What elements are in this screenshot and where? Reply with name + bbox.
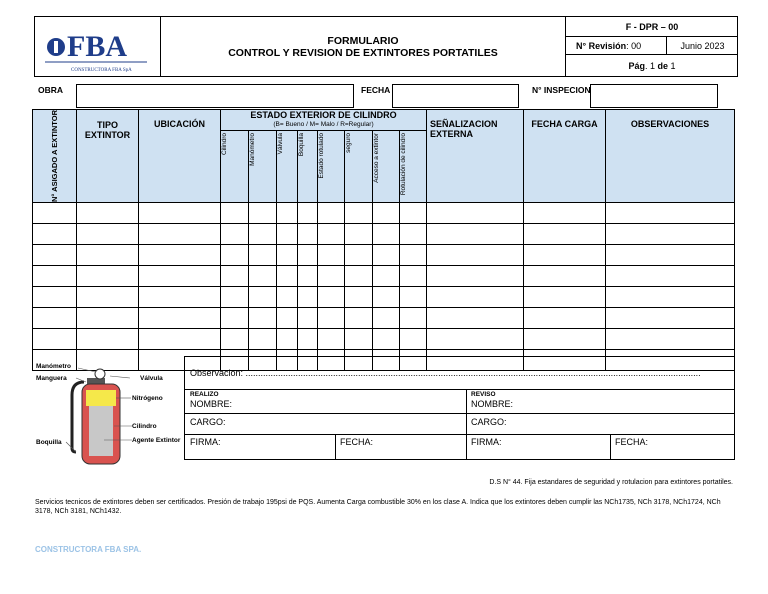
table-cell[interactable] (298, 287, 318, 308)
table-cell[interactable] (221, 266, 249, 287)
reviso-label: REVISO (471, 391, 496, 398)
table-cell[interactable] (139, 224, 221, 245)
table-cell[interactable] (606, 266, 735, 287)
title-line-1: FORMULARIO (327, 34, 399, 47)
subcol-valvula: Válvula (277, 131, 298, 203)
table-cell[interactable] (318, 287, 345, 308)
table-cell[interactable] (33, 245, 77, 266)
table-cell[interactable] (298, 266, 318, 287)
table-cell[interactable] (298, 224, 318, 245)
table-cell[interactable] (373, 266, 400, 287)
label-boquilla: Boquilla (36, 439, 62, 446)
table-cell[interactable] (33, 308, 77, 329)
table-cell[interactable] (277, 203, 298, 224)
ds-note: D.S N° 44. Fija estandares de seguridad y rotulacion para extintores portatiles. (489, 479, 733, 486)
table-row (33, 287, 735, 308)
table-cell[interactable] (400, 329, 427, 350)
table-cell[interactable] (77, 224, 139, 245)
company-logo (35, 17, 161, 76)
realizo-fecha[interactable]: FECHA: (340, 437, 374, 447)
realizo-label: REALIZO (190, 391, 219, 398)
table-cell[interactable] (318, 329, 345, 350)
table-cell[interactable] (139, 329, 221, 350)
subcol-boquilla: Boquilla (298, 131, 318, 203)
page-of: de (657, 60, 669, 71)
obra-field[interactable] (76, 84, 354, 108)
table-cell[interactable] (606, 308, 735, 329)
extinguisher-icon (72, 369, 120, 464)
col-senalizacion: SEÑALIZACION EXTERNA (427, 110, 524, 203)
table-cell[interactable] (427, 308, 524, 329)
table-cell[interactable] (524, 266, 606, 287)
col-estado-sub: (B= Bueno / M= Malo / R=Regular) (273, 121, 374, 128)
table-cell[interactable] (373, 287, 400, 308)
table-cell[interactable] (524, 203, 606, 224)
table-cell[interactable] (345, 329, 373, 350)
observacion-field[interactable]: Observacion: ...................................................................................................................................................................................... (190, 368, 701, 378)
table-row (33, 266, 735, 287)
page-total: 1 (670, 60, 676, 71)
table-cell[interactable] (373, 203, 400, 224)
extinguisher-table (32, 109, 735, 371)
label-manometro: Manómetro (36, 363, 72, 370)
realizo-nombre[interactable]: NOMBRE: (190, 399, 233, 409)
extinguisher-diagram (34, 360, 192, 468)
table-cell[interactable] (524, 308, 606, 329)
form-title (161, 17, 565, 76)
subcol-seguro: seguro (345, 131, 373, 203)
inspeccion-field[interactable] (590, 84, 718, 108)
table-cell[interactable] (33, 203, 77, 224)
form-meta (565, 17, 738, 76)
table-cell[interactable] (400, 203, 427, 224)
table-cell[interactable] (400, 266, 427, 287)
label-manguera: Manguera (36, 375, 67, 382)
table-cell[interactable] (345, 203, 373, 224)
table-cell[interactable] (77, 329, 139, 350)
table-cell[interactable] (221, 203, 249, 224)
col-tipo: TIPO EXTINTOR (77, 110, 139, 203)
inspeccion-label: N° INSPECION (532, 85, 591, 95)
table-row (33, 329, 735, 350)
table-cell[interactable] (277, 287, 298, 308)
subcol-estado-rotulado: Estado rotulado (318, 131, 345, 203)
table-cell[interactable] (400, 308, 427, 329)
fecha-label: FECHA (361, 85, 391, 95)
table-cell[interactable] (427, 224, 524, 245)
reviso-fecha[interactable]: FECHA: (615, 437, 649, 447)
table-cell[interactable] (33, 224, 77, 245)
reviso-firma[interactable]: FIRMA: (471, 437, 502, 447)
table-cell[interactable] (139, 308, 221, 329)
reviso-nombre[interactable]: NOMBRE: (471, 399, 514, 409)
page-value: . 1 (644, 60, 655, 71)
table-row (33, 224, 735, 245)
signature-box (184, 356, 735, 460)
services-note: Servicios tecnicos de extintores deben ser certificados. Presión de trabajo 195psi de PQS. Aumenta Carga combustible 30% en los clase A. Indica que los extintores deben cumplir las NCh1735, NCh 3178, NCh1724, NCh 3178, NCh 3181, NCh1432. (35, 499, 721, 515)
table-cell[interactable] (277, 224, 298, 245)
table-cell[interactable] (277, 329, 298, 350)
col-estado-title: ESTADO EXTERIOR DE CILINDRO (250, 110, 397, 120)
table-cell[interactable] (77, 266, 139, 287)
table-cell[interactable] (318, 245, 345, 266)
table-cell[interactable] (298, 329, 318, 350)
table-cell[interactable] (427, 203, 524, 224)
table-cell[interactable] (77, 203, 139, 224)
table-cell[interactable] (77, 245, 139, 266)
form-header (34, 16, 738, 77)
table-cell[interactable] (345, 308, 373, 329)
table-cell[interactable] (298, 245, 318, 266)
table-cell[interactable] (373, 329, 400, 350)
table-cell[interactable] (427, 245, 524, 266)
table-cell[interactable] (221, 245, 249, 266)
table-cell[interactable] (524, 245, 606, 266)
table-cell[interactable] (400, 287, 427, 308)
table-row (33, 308, 735, 329)
table-cell[interactable] (249, 266, 277, 287)
table-cell[interactable] (606, 245, 735, 266)
table-cell[interactable] (345, 224, 373, 245)
table-cell[interactable] (373, 224, 400, 245)
table-cell[interactable] (298, 203, 318, 224)
table-cell[interactable] (33, 287, 77, 308)
subcol-acceso: Acceso a extintor (373, 131, 400, 203)
table-cell[interactable] (400, 245, 427, 266)
fba-logo-icon (35, 17, 160, 76)
table-cell[interactable] (221, 329, 249, 350)
col-ubicacion: UBICACIÓN (139, 110, 221, 203)
subcol-manometro: Manómetro (249, 131, 277, 203)
subcol-cilindro: Cilindro (221, 131, 249, 203)
table-cell[interactable] (139, 266, 221, 287)
table-cell[interactable] (139, 245, 221, 266)
table-cell[interactable] (606, 287, 735, 308)
table-row (33, 245, 735, 266)
table-cell[interactable] (373, 308, 400, 329)
table-cell[interactable] (524, 224, 606, 245)
title-line-2: CONTROL Y REVISION DE EXTINTORES PORTATILES (228, 46, 498, 59)
table-cell[interactable] (427, 266, 524, 287)
revision-row (566, 37, 738, 55)
table-cell[interactable] (221, 308, 249, 329)
reviso-cargo[interactable]: CARGO: (471, 417, 507, 427)
label-nitrogeno: Nitrógeno (132, 395, 163, 402)
table-cell[interactable] (249, 329, 277, 350)
realizo-firma[interactable]: FIRMA: (190, 437, 221, 447)
footer-company: CONSTRUCTORA FBA SPA. (35, 545, 142, 554)
label-cilindro: Cilindro (132, 423, 157, 430)
table-cell[interactable] (318, 266, 345, 287)
table-cell[interactable] (139, 203, 221, 224)
table-cell[interactable] (373, 245, 400, 266)
form-code: F - DPR – 00 (566, 17, 738, 37)
table-cell[interactable] (221, 287, 249, 308)
table-cell[interactable] (139, 287, 221, 308)
label-valvula: Válvula (140, 375, 163, 382)
col-fecha-carga: FECHA CARGA (524, 110, 606, 203)
table-cell[interactable] (249, 308, 277, 329)
table-cell[interactable] (249, 287, 277, 308)
fecha-field[interactable] (392, 84, 519, 108)
table-row (33, 203, 735, 224)
table-cell[interactable] (427, 287, 524, 308)
table-cell[interactable] (318, 224, 345, 245)
svg-text:CONSTRUCTORA FBA SpA: CONSTRUCTORA FBA SpA (71, 68, 132, 73)
col-asignado: N° ASIGADO A EXTINTOR (33, 110, 77, 203)
revision-date: Junio 2023 (680, 40, 725, 51)
table-cell[interactable] (345, 245, 373, 266)
table-cell[interactable] (318, 203, 345, 224)
svg-text:FBA: FBA (67, 30, 127, 63)
table-cell[interactable] (427, 329, 524, 350)
table-cell[interactable] (298, 308, 318, 329)
revision-label: N° Revisión (576, 40, 627, 51)
table-cell[interactable] (77, 308, 139, 329)
table-cell[interactable] (33, 329, 77, 350)
revision-value: : 00 (626, 40, 642, 51)
table-cell[interactable] (249, 224, 277, 245)
table-body (33, 203, 735, 371)
obra-label: OBRA (38, 85, 64, 95)
table-cell[interactable] (606, 224, 735, 245)
table-cell[interactable] (77, 287, 139, 308)
table-cell[interactable] (345, 287, 373, 308)
table-cell[interactable] (277, 245, 298, 266)
col-observaciones: OBSERVACIONES (606, 110, 735, 203)
label-agente: Agente Extintor (132, 437, 181, 444)
table-cell[interactable] (318, 308, 345, 329)
table-cell[interactable] (606, 203, 735, 224)
table-cell[interactable] (524, 329, 606, 350)
page-number (566, 55, 738, 76)
table-cell[interactable] (400, 224, 427, 245)
page-label: Pág (628, 60, 645, 71)
table-cell[interactable] (33, 266, 77, 287)
table-cell[interactable] (249, 245, 277, 266)
table-cell[interactable] (277, 266, 298, 287)
table-cell[interactable] (606, 329, 735, 350)
table-cell[interactable] (345, 266, 373, 287)
table-cell[interactable] (277, 308, 298, 329)
table-cell[interactable] (249, 203, 277, 224)
col-estado (221, 110, 427, 131)
subcol-rotulacion: Rotulación de cilindro (400, 131, 427, 203)
table-cell[interactable] (221, 224, 249, 245)
realizo-cargo[interactable]: CARGO: (190, 417, 226, 427)
table-cell[interactable] (524, 287, 606, 308)
